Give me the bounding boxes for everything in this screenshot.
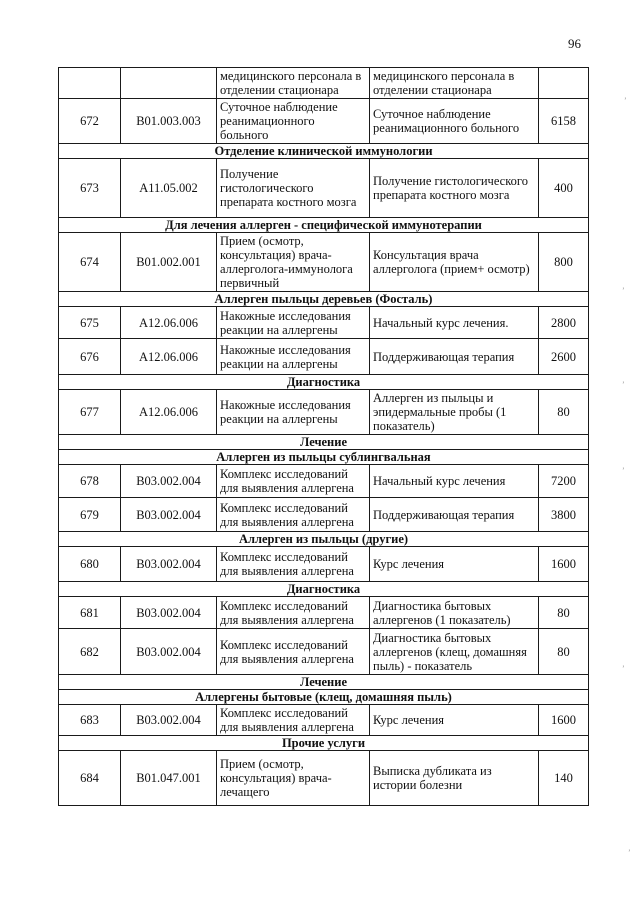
service-price <box>539 68 589 99</box>
section-header-row <box>59 532 589 547</box>
service-code: В03.002.004 <box>121 465 217 498</box>
service-code <box>121 68 217 99</box>
section-title: Лечение <box>59 435 589 450</box>
service-price: 1600 <box>539 705 589 736</box>
service-name: Комплекс исследований для выявления аллергена <box>217 705 370 736</box>
service-name: Накожные исследования реакции на аллергены <box>217 307 370 339</box>
service-number <box>59 68 121 99</box>
service-number: 681 <box>59 597 121 629</box>
service-number: 684 <box>59 751 121 806</box>
table-row <box>59 705 589 736</box>
service-name: Прием (осмотр, консультация) врача-лечащего <box>217 751 370 806</box>
service-price: 80 <box>539 390 589 435</box>
service-number: 674 <box>59 233 121 292</box>
section-title: Отделение клинической иммунологии <box>59 144 589 159</box>
service-description: Курс лечения <box>370 547 539 582</box>
table-row <box>59 751 589 806</box>
service-description: Выписка дубликата из истории болезни <box>370 751 539 806</box>
service-price: 3800 <box>539 498 589 532</box>
service-code: А12.06.006 <box>121 339 217 375</box>
service-price: 2600 <box>539 339 589 375</box>
page-number: 96 <box>568 36 581 51</box>
service-price: 400 <box>539 159 589 218</box>
service-name: Комплекс исследований для выявления аллергена <box>217 597 370 629</box>
section-title: Лечение <box>59 675 589 690</box>
service-description: Поддерживающая терапия <box>370 339 539 375</box>
service-description: Суточное наблюдение реанимационного больного <box>370 99 539 144</box>
section-header-row <box>59 218 589 233</box>
service-code: А12.06.006 <box>121 390 217 435</box>
service-code: А11.05.002 <box>121 159 217 218</box>
scan-mark: ʼ <box>622 380 625 389</box>
service-code: В01.002.001 <box>121 233 217 292</box>
price-list-table <box>58 67 589 806</box>
service-description: Консультация врача аллерголога (прием+ осмотр) <box>370 233 539 292</box>
table-row <box>59 390 589 435</box>
section-title: Диагностика <box>59 582 589 597</box>
table-row <box>59 307 589 339</box>
service-description: Получение гистологического препарата костного мозга <box>370 159 539 218</box>
table-row <box>59 597 589 629</box>
section-title: Для лечения аллерген - специфической иммунотерапии <box>59 218 589 233</box>
service-number: 673 <box>59 159 121 218</box>
section-header-row <box>59 144 589 159</box>
scan-mark: ʼ <box>622 286 625 295</box>
section-title: Диагностика <box>59 375 589 390</box>
table-row <box>59 465 589 498</box>
service-price: 2800 <box>539 307 589 339</box>
section-header-row <box>59 450 589 465</box>
service-name: Комплекс исследований для выявления аллергена <box>217 498 370 532</box>
scan-mark: ʼ <box>628 848 631 857</box>
service-name: Прием (осмотр, консультация) врача-аллерголога-иммунолога первичный <box>217 233 370 292</box>
scan-mark: ʼ <box>624 96 627 105</box>
table-row <box>59 498 589 532</box>
service-description: Аллерген из пыльцы и эпидермальные пробы (1 показатель) <box>370 390 539 435</box>
service-code: В01.003.003 <box>121 99 217 144</box>
scan-mark: ʼ <box>622 664 625 673</box>
table-row <box>59 629 589 675</box>
table-row <box>59 233 589 292</box>
table-row <box>59 339 589 375</box>
section-title: Аллерген пыльцы деревьев (Фосталь) <box>59 292 589 307</box>
service-name: Накожные исследования реакции на аллергены <box>217 390 370 435</box>
service-number: 683 <box>59 705 121 736</box>
service-description: Начальный курс лечения <box>370 465 539 498</box>
service-description: Поддерживающая терапия <box>370 498 539 532</box>
service-code: В01.047.001 <box>121 751 217 806</box>
service-code: В03.002.004 <box>121 629 217 675</box>
table-row <box>59 547 589 582</box>
service-name: Получение гистологического препарата костного мозга <box>217 159 370 218</box>
section-title: Аллерген из пыльцы (другие) <box>59 532 589 547</box>
service-number: 678 <box>59 465 121 498</box>
service-price: 140 <box>539 751 589 806</box>
table-row <box>59 159 589 218</box>
table-row <box>59 68 589 99</box>
service-name: Комплекс исследований для выявления аллергена <box>217 629 370 675</box>
section-header-row <box>59 736 589 751</box>
section-header-row <box>59 375 589 390</box>
service-name: Комплекс исследований для выявления аллергена <box>217 547 370 582</box>
service-number: 676 <box>59 339 121 375</box>
service-description: Диагностика бытовых аллергенов (клещ, домашняя пыль) - показатель <box>370 629 539 675</box>
service-description: Курс лечения <box>370 705 539 736</box>
service-price: 80 <box>539 629 589 675</box>
service-name: Суточное наблюдение реанимационного больного <box>217 99 370 144</box>
service-code: А12.06.006 <box>121 307 217 339</box>
service-number: 682 <box>59 629 121 675</box>
service-price: 1600 <box>539 547 589 582</box>
service-code: В03.002.004 <box>121 705 217 736</box>
service-code: В03.002.004 <box>121 547 217 582</box>
section-title: Аллергены бытовые (клещ, домашняя пыль) <box>59 690 589 705</box>
section-header-row <box>59 292 589 307</box>
service-price: 6158 <box>539 99 589 144</box>
service-description: медицинского персонала в отделении стационара <box>370 68 539 99</box>
section-title: Аллерген из пыльцы сублингвальная <box>59 450 589 465</box>
service-price: 7200 <box>539 465 589 498</box>
service-name: медицинского персонала в отделении стационара <box>217 68 370 99</box>
service-code: В03.002.004 <box>121 498 217 532</box>
service-name: Комплекс исследований для выявления аллергена <box>217 465 370 498</box>
service-description: Начальный курс лечения. <box>370 307 539 339</box>
service-price: 80 <box>539 597 589 629</box>
section-title: Прочие услуги <box>59 736 589 751</box>
service-number: 672 <box>59 99 121 144</box>
section-header-row <box>59 675 589 690</box>
service-code: В03.002.004 <box>121 597 217 629</box>
section-header-row <box>59 690 589 705</box>
service-number: 677 <box>59 390 121 435</box>
service-price: 800 <box>539 233 589 292</box>
service-description: Диагностика бытовых аллергенов (1 показатель) <box>370 597 539 629</box>
scan-mark: ʼ <box>622 466 625 475</box>
service-number: 680 <box>59 547 121 582</box>
price-list-body <box>59 68 589 806</box>
section-header-row <box>59 582 589 597</box>
service-name: Накожные исследования реакции на аллергены <box>217 339 370 375</box>
table-row <box>59 99 589 144</box>
section-header-row <box>59 435 589 450</box>
service-number: 675 <box>59 307 121 339</box>
service-number: 679 <box>59 498 121 532</box>
